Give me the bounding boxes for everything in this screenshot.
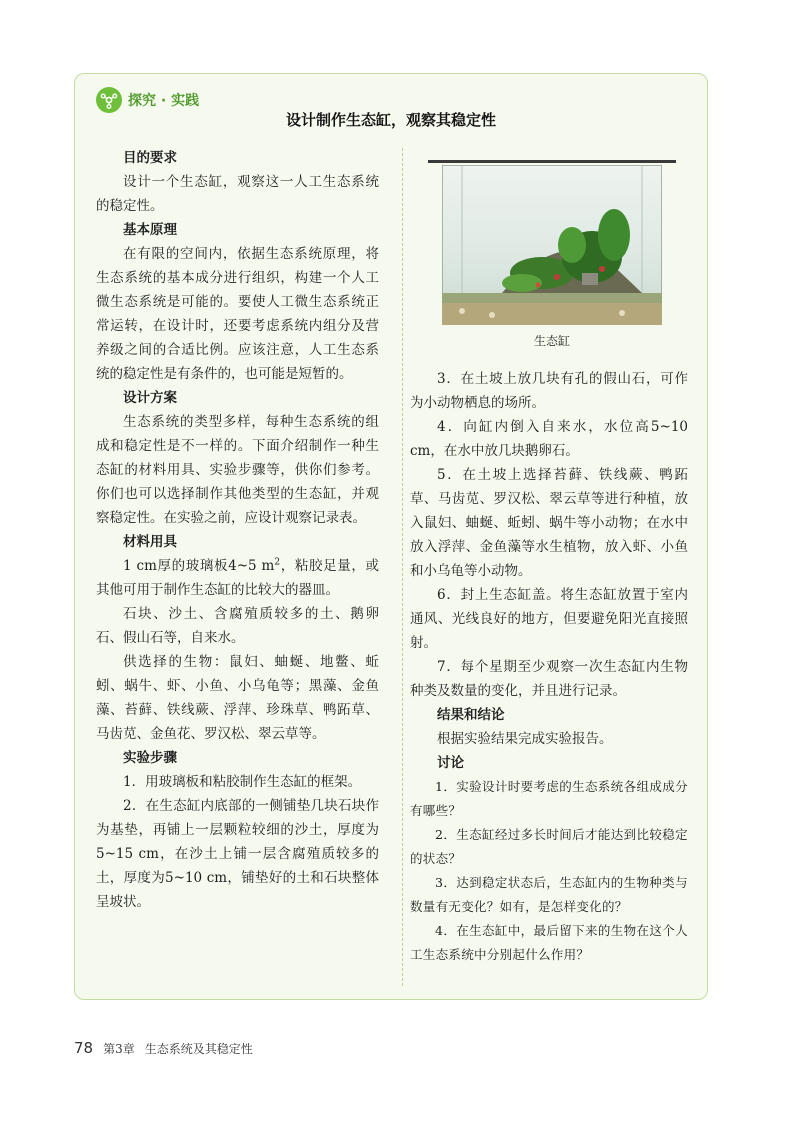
step-1: 1．用玻璃板和粘胶制作生态缸的框架。 [123,774,362,790]
results-text: 根据实验结果完成实验报告。 [437,731,613,747]
step-4: 4．向缸内倒入自来水，水位高5~10 cm，在水中放几块鹅卵石。 [410,419,688,459]
step-5: 5．在土坡上选择苔藓、铁线蕨、鸭跖草、马齿苋、罗汉松、翠云草等进行种植，放入鼠妇、蚰蜒、蚯蚓、蜗牛等小动物；在水中放入浮萍、金鱼藻等水生植物，放入虾、小鱼和小乌龟等小动物。 [410,467,688,579]
principle-text: 在有限的空间内，依据生态系统原理，将生态系统的基本成分进行组织，构建一个人工微生态系统是可能的。要使人工微生态系统正常运转，在设计时，还要考虑系统内组分及营养级之间的合适比例。应该注意，人工生态系统的稳定性是有条件的，也可能是短暂的。 [96,246,379,382]
discussion-heading: 讨论 [437,755,464,771]
discussion-question-2: 2．生态缸经过多长时间后才能达到比较稳定的状态？ [410,827,688,866]
column-divider [402,148,403,986]
step-6: 6．封上生态缸盖。将生态缸放置于室内通风、光线良好的地方，但要避免阳光直接照射。 [410,587,688,651]
section-tag: 探究 · 实践 [128,93,200,109]
chapter-title: 生态系统及其稳定性 [144,1042,253,1056]
chapter-label: 第3章 [103,1042,135,1056]
materials-heading: 材料用具 [123,534,177,550]
page-title: 设计制作生态缸，观察其稳定性 [285,111,496,129]
tank-lid [428,160,676,163]
superscript-2: 2 [274,557,281,568]
goal-heading: 目的要求 [123,150,177,166]
plan-text: 生态系统的类型多样，每种生态系统的组成和稳定性是不一样的。下面介绍制作一种生态缸的材料用具、实验步骤等，供你们参考。你们也可以选择制作其他类型的生态缸，并观察稳定性。在实验之前，应设计观察记录表。 [96,414,379,526]
principle-heading: 基本原理 [123,222,177,238]
steps-heading: 实验步骤 [123,750,177,766]
discussion-question-3: 3．达到稳定状态后，生态缸内的生物种类与数量有无变化？如有，是怎样变化的？ [410,875,688,914]
step-2: 2．在生态缸内底部的一侧铺垫几块石块作为基垫，再铺上一层颗粒较细的沙土，厚度为5~15 cm，在沙土上铺一层含腐殖质较多的土，厚度为5~10 cm，铺垫好的土和石块整体呈坡状。 [96,798,379,910]
materials-text-3: 供选择的生物：鼠妇、蚰蜒、地鳖、蚯蚓、蜗牛、虾、小鱼、小乌龟等；黑藻、金鱼藻、苔藓、铁线蕨、浮萍、珍珠草、鸭跖草、马齿苋、金鱼花、罗汉松、翠云草等。 [96,654,379,742]
materials-text-1 [96,554,379,602]
left-column [96,146,379,914]
page-footer [74,1039,253,1057]
results-heading: 结果和结论 [437,707,505,723]
step-7: 7．每个星期至少观察一次生态缸内生物种类及数量的变化，并且进行记录。 [410,659,688,699]
page-number: 78 [74,1039,94,1057]
eco-tank-photo [442,165,662,325]
plan-heading: 设计方案 [123,390,177,406]
materials-text-2: 石块、沙土、含腐殖质较多的土、鹅卵石、假山石等，自来水。 [96,606,379,646]
goal-text: 设计一个生态缸，观察这一人工生态系统的稳定性。 [96,174,379,214]
discussion-question-1: 1．实验设计时要考虑的生态系统各组成成分有哪些？ [410,779,688,818]
step-3: 3．在土坡上放几块有孔的假山石，可作为小动物栖息的场所。 [410,371,688,411]
materials-text-1a: 1 cm厚的玻璃板4~5 m [123,558,275,574]
materials-text-1b: ，粘胶足量，或其他可用于制作生态缸的比较大的器皿。 [96,558,379,598]
right-column [410,367,688,967]
figure-caption: 生态缸 [533,334,570,348]
discussion-question-4: 4．在生态缸中，最后留下来的生物在这个人工生态系统中分别起什么作用？ [410,923,688,962]
